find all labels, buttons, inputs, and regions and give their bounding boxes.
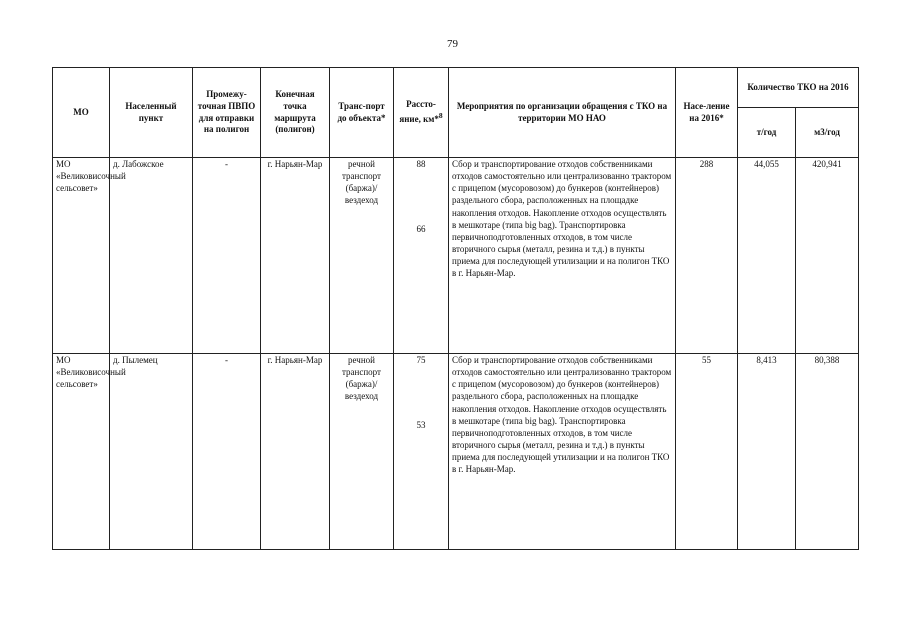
cell-intermediate: - xyxy=(193,158,261,354)
cell-settlement: д. Лабожское xyxy=(110,158,193,354)
header-row xyxy=(53,68,859,108)
cell-mo: МО «Великовисочный сельсовет» xyxy=(53,158,110,354)
distance-value-1: 88 xyxy=(416,159,426,169)
table-row xyxy=(53,158,859,354)
cell-tko-m3: 420,941 xyxy=(796,158,859,354)
cell-measures: Сбор и транспортирование отходов собственниками отходов самостоятельно или централизованно трактором с прицепом (мусоровозом) до бункеров (контейнеров) раздельного сбора, расположенных на площадке накопления отходов. Накопление отходов осуществлять в мешкотаре (типа big bag). Транспортировка первичноподготовленных отходов, в том числе вторичного сырья (металл, резина и т.д.) в пункты приема для последующей утилизации и на полигон ТКО в г. Нарьян-Мар. xyxy=(449,354,676,550)
header-intermediate: Промежу-точная ПВПО для отправки на полигон xyxy=(193,68,261,158)
header-tko-tons: т/год xyxy=(738,108,796,158)
header-tko-group: Количество ТКО на 2016 xyxy=(738,68,859,108)
cell-distance xyxy=(394,354,449,550)
distance-value-2: 66 xyxy=(416,224,426,235)
header-distance xyxy=(394,68,449,158)
header-distance-mark: 8 xyxy=(438,111,443,120)
cell-tko-tons: 44,055 xyxy=(738,158,796,354)
cell-tko-m3: 80,388 xyxy=(796,354,859,550)
page-number: 79 xyxy=(447,38,458,50)
cell-endpoint: г. Нарьян-Мар xyxy=(261,158,330,354)
cell-measures: Сбор и транспортирование отходов собственниками отходов самостоятельно или централизованно трактором с прицепом (мусоровозом) до бункеров (контейнеров) раздельного сбора, расположенных на площадке накопления отходов. Накопление отходов осуществлять в мешкотаре (типа big bag). Транспортировка первичноподготовленных отходов, в том числе вторичного сырья (металл, резина и т.д.) в пункты приема для последующей утилизации и на полигон ТКО в г. Нарьян-Мар. xyxy=(449,158,676,354)
waste-management-table xyxy=(52,67,859,550)
distance-value-1: 75 xyxy=(416,355,426,365)
cell-mo: МО «Великовисочный сельсовет» xyxy=(53,354,110,550)
header-endpoint: Конечная точка маршрута (полигон) xyxy=(261,68,330,158)
header-population: Насе-ление на 2016* xyxy=(676,68,738,158)
table-row xyxy=(53,354,859,550)
cell-transport: речной транспорт (баржа)/ вездеход xyxy=(330,158,394,354)
cell-endpoint: г. Нарьян-Мар xyxy=(261,354,330,550)
distance-value-2: 53 xyxy=(416,420,426,431)
cell-intermediate: - xyxy=(193,354,261,550)
header-settlement: Населенный пункт xyxy=(110,68,193,158)
cell-population: 288 xyxy=(676,158,738,354)
cell-tko-tons: 8,413 xyxy=(738,354,796,550)
cell-settlement: д. Пылемец xyxy=(110,354,193,550)
header-transport: Транс-порт до объекта* xyxy=(330,68,394,158)
header-distance-label: Рассто-яние, км* xyxy=(399,99,439,124)
header-mo: МО xyxy=(53,68,110,158)
cell-distance xyxy=(394,158,449,354)
cell-transport: речной транспорт (баржа)/ вездеход xyxy=(330,354,394,550)
header-tko-m3: м3/год xyxy=(796,108,859,158)
header-measures: Мероприятия по организации обращения с ТКО на территории МО НАО xyxy=(449,68,676,158)
cell-population: 55 xyxy=(676,354,738,550)
